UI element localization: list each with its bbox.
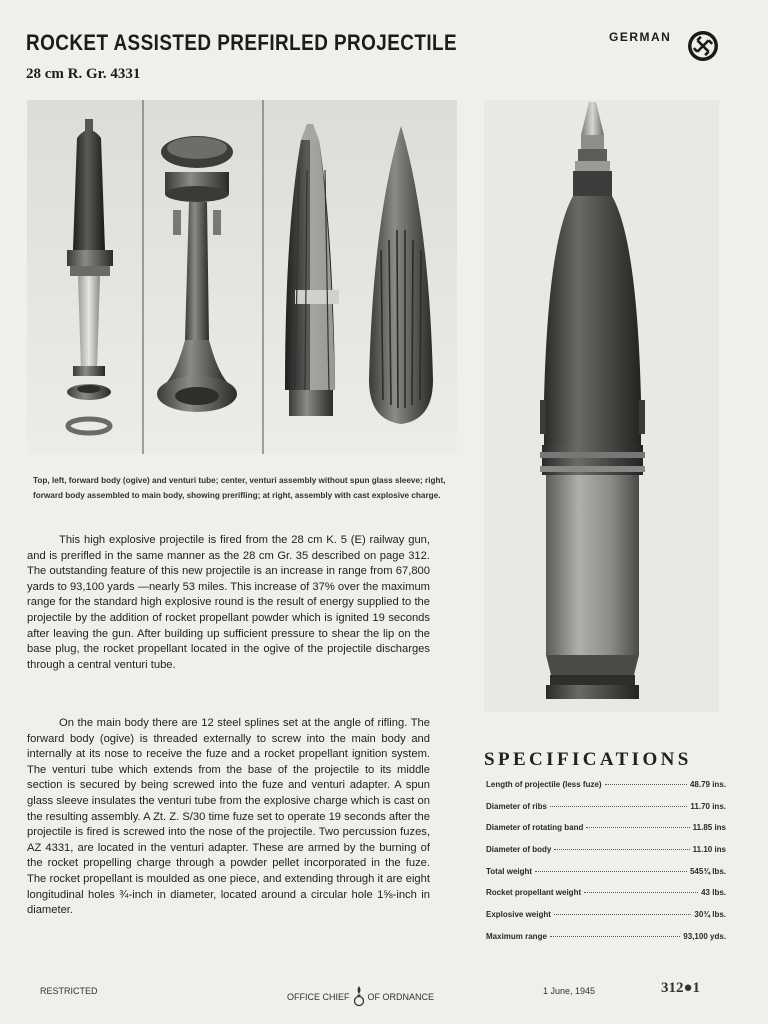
spec-label: Length of projectile (less fuze) bbox=[486, 780, 602, 789]
body-paragraph: On the main body there are 12 steel splines set at the angle of rifling. The forward body (ogive) is threaded externally to screw into the main body and internally at its nose to receive the fuze and a rocket propellant ignition system. The venturi tube which extends from the base of the projectile to its middle section is secured by being screwed into the fuze and venturi adapter. A spun glass sleeve insulates the venturi tube from the explosive charge which is cast on the resulting assembly. A Zt. Z. S/30 time fuze set to operate 19 seconds after the projectile is fired is screwed into the nose of the projectile. Two percussion fuzes, AZ 4331, are located in the venturi adapter. These are armed by the burning of the rocket propelling charge through a powder pellet incorporated in the fuze. The rocket propellant is moulded as one piece, and extending through it are eight longitudinal holes ¾-inch in diameter, located around a circular hole 1⅝-inch in diameter. bbox=[27, 717, 430, 917]
specifications-list bbox=[486, 780, 726, 954]
specifications-heading: SPECIFICATIONS bbox=[484, 749, 692, 770]
spec-value: 93,100 yds. bbox=[683, 931, 726, 941]
leader-dots bbox=[550, 936, 680, 937]
office-chief-of-ordnance bbox=[287, 986, 434, 1008]
spec-row bbox=[486, 845, 726, 867]
spec-value: 545¾ lbs. bbox=[689, 866, 726, 876]
office-label-right: OF ORDNANCE bbox=[367, 992, 435, 1002]
swastika-emblem-icon bbox=[687, 30, 719, 62]
spec-label: Diameter of ribs bbox=[486, 801, 547, 811]
photo-caption: Top, left, forward body (ogive) and venturi tube; center, venturi assembly without spun glass sleeve; right, forward body assembled to main body, showing prerifling; at right, assembly with cast explosive charge. bbox=[33, 476, 446, 500]
spec-value: 11.85 ins bbox=[692, 823, 726, 833]
spec-label: Total weight bbox=[486, 866, 533, 876]
flaming-bomb-icon bbox=[354, 986, 364, 1008]
spec-value: 11.70 ins. bbox=[690, 801, 726, 811]
leader-dots bbox=[554, 849, 689, 850]
spec-row bbox=[486, 910, 726, 932]
spec-label: Diameter of body bbox=[486, 845, 552, 855]
page-number: 312●1 bbox=[661, 980, 701, 996]
spec-label: Maximum range bbox=[486, 931, 547, 941]
leader-dots bbox=[550, 806, 688, 807]
spec-value: 11.10 ins bbox=[692, 845, 726, 855]
spec-label: Diameter of rotating band bbox=[486, 823, 584, 833]
spec-row bbox=[486, 867, 726, 889]
office-label-left: OFFICE CHIEF bbox=[287, 992, 350, 1002]
spec-row bbox=[486, 932, 726, 954]
spec-row bbox=[486, 823, 726, 845]
restricted-marking: RESTRICTED bbox=[40, 986, 98, 996]
publication-date: 1 June, 1945 bbox=[543, 986, 596, 996]
components-photo bbox=[27, 100, 457, 454]
projectile-photo bbox=[484, 100, 719, 712]
country-label: GERMAN bbox=[609, 30, 672, 44]
leader-dots bbox=[605, 784, 687, 785]
page-title: ROCKET ASSISTED PREFIRLED PROJECTILE bbox=[26, 30, 458, 55]
spec-value: 30¾ lbs. bbox=[694, 910, 726, 920]
spec-label: Rocket propellant weight bbox=[486, 888, 582, 898]
spec-row bbox=[486, 888, 726, 910]
body-paragraph: This high explosive projectile is fired from the 28 cm K. 5 (E) railway gun, and is prerifled in the same manner as the 28 cm Gr. 35 described on page 312. The outstanding feature of this new projectile is an increase in range from 67,800 yards to 93,100 yards —nearly 53 miles. This increase of 37% over the maximum range for the standard high explosive round is the result of energy supplied to the projectile by the addition of rocket propellant powder which is ignited 19 seconds after leaving the gun. After building up sufficient pressure to shear the lip on the base plug, the rocket propellant located in the ogive of the projectile discharges through a central venturi tube. bbox=[27, 534, 430, 671]
leader-dots bbox=[584, 892, 698, 893]
leader-dots bbox=[586, 827, 689, 828]
spec-row bbox=[486, 802, 726, 824]
spec-row bbox=[486, 780, 726, 802]
leader-dots bbox=[535, 871, 687, 872]
spec-label: Explosive weight bbox=[486, 910, 551, 920]
spec-value: 43 lbs. bbox=[701, 888, 726, 898]
projectile-designation: 28 cm R. Gr. 4331 bbox=[26, 66, 141, 82]
spec-value: 48.79 ins. bbox=[689, 780, 726, 789]
leader-dots bbox=[554, 914, 692, 915]
